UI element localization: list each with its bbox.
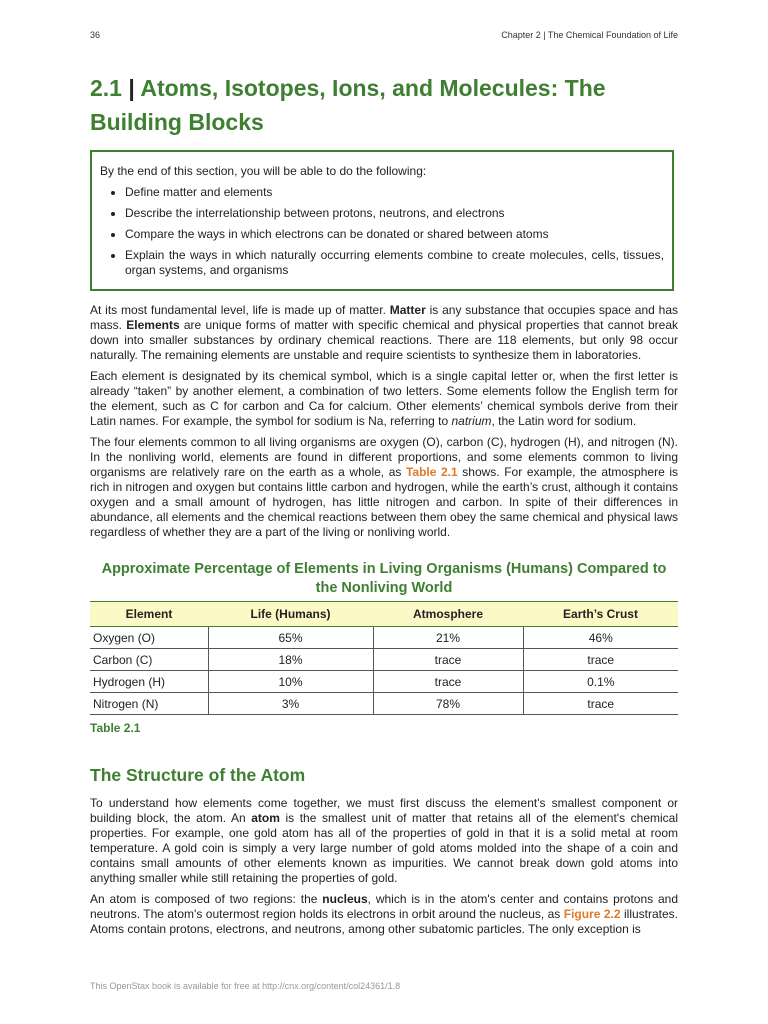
page-footer: This OpenStax book is available for free at http://cnx.org/content/col24361/1.8 (90, 981, 401, 991)
table-cell: 10% (208, 671, 373, 693)
section-title (90, 71, 690, 139)
table-cell: Carbon (C) (90, 649, 208, 671)
table-cell: 78% (373, 693, 523, 715)
table-cell: Hydrogen (H) (90, 671, 208, 693)
paragraph-symbols: Each element is designated by its chemical symbol, which is a single capital letter or, when the first letter is already “taken” by another element, a combination of two letters. Some elements follow the English term for the element, such as C for carbon and Ca for calcium. Other elements’ chemical symbols derive from their Latin names. For example, the symbol for sodium is Na, referring to natrium, the Latin word for sodium. (90, 369, 678, 428)
atom-structure-text (90, 796, 678, 943)
intro-text (90, 303, 678, 546)
page-header (90, 30, 678, 44)
term-atom: atom (251, 811, 280, 825)
column-header: Atmosphere (373, 602, 523, 627)
table-cell: 65% (208, 627, 373, 649)
table-cell: trace (523, 693, 678, 715)
table-2-1-link[interactable]: Table 2.1 (405, 465, 458, 479)
table-cell: 46% (523, 627, 678, 649)
table-cell: Nitrogen (N) (90, 693, 208, 715)
term-matter: Matter (389, 303, 426, 317)
table-header-row (90, 602, 678, 627)
objectives-intro: By the end of this section, you will be able to do the following: (100, 164, 427, 178)
objective-item: • Explain the ways in which naturally occurring elements combine to create molecules, cells, tissues, organ systems, and organisms (125, 248, 664, 278)
objective-item: • Define matter and elements (125, 185, 664, 200)
objective-item: • Describe the interrelationship between protons, neutrons, and electrons (125, 206, 664, 221)
table-row (90, 693, 678, 715)
objective-item: • Compare the ways in which electrons can be donated or shared between atoms (125, 227, 664, 242)
column-header: Earth’s Crust (523, 602, 678, 627)
table-cell: trace (373, 649, 523, 671)
table-cell: Oxygen (O) (90, 627, 208, 649)
objectives-list (100, 185, 664, 278)
column-header: Element (90, 602, 208, 627)
table-cell: 0.1% (523, 671, 678, 693)
paragraph-matter: At its most fundamental level, life is made up of matter. Matter is any substance that occupies space and has mass. Elements are unique forms of matter with specific chemical and physical properties that cannot break down into smaller substances by ordinary chemical reactions. There are 118 elements, but only 98 occur naturally. The remaining elements are unstable and require scientists to synthesize them in laboratories. (90, 303, 679, 362)
figure-2-2-link[interactable]: Figure 2.2 (563, 907, 621, 921)
page-number: 36 (90, 30, 101, 40)
paragraph-atom: To understand how elements come together, we must first discuss the element's smallest component or building block, the atom. An atom is the smallest unit of matter that retains all of the element's chemical properties. For example, one gold atom has all of the properties of gold in that it is a solid metal at room temperature. A gold coin is simply a very large number of gold atoms molded into the shape of a coin and contains small amounts of other elements known as impurities. We cannot break down gold atoms into anything smaller while still retaining the properties of gold. (90, 796, 679, 885)
paragraph-four-elements: The four elements common to all living organisms are oxygen (O), carbon (C), hydrogen (H), and nitrogen (N). In the nonliving world, elements are found in different proportions, and some elements common to living organisms are relatively rare on the earth as a whole, as Table 2.1 shows. For example, the atmosphere is rich in nitrogen and oxygen but contains little carbon and hydrogen, while the earth’s crust, although it contains oxygen and a small amount of hydrogen, has little nitrogen and carbon. In spite of their differences in abundance, all elements and the chemical reactions between them obey the same chemical and physical laws regardless of whether they are a part of the living or nonliving world. (90, 435, 678, 539)
table-cell: 18% (208, 649, 373, 671)
table-cell: trace (373, 671, 523, 693)
table-row (90, 671, 678, 693)
table-cell: trace (523, 649, 678, 671)
table-cell: 21% (373, 627, 523, 649)
learning-objectives-box (90, 150, 674, 291)
term-nucleus: nucleus (322, 892, 368, 906)
chapter-title: Chapter 2 | The Chemical Foundation of Life (501, 30, 678, 40)
term-elements: Elements (126, 318, 180, 332)
column-header: Life (Humans) (208, 602, 373, 627)
atom-structure-heading: The Structure of the Atom (90, 765, 306, 785)
table-caption: Approximate Percentage of Elements in Living Organisms (Humans) Compared to the Nonliving World (101, 561, 667, 596)
elements-table (90, 601, 678, 715)
table-label: Table 2.1 (90, 721, 141, 735)
section-title-text: Atoms, Isotopes, Ions, and Molecules: The Building Blocks (90, 75, 606, 135)
paragraph-nucleus: An atom is composed of two regions: the nucleus, which is in the atom's center and contains protons and neutrons. The atom's outermost region holds its electrons in orbit around the nucleus, as Figure 2.2 illustrates. Atoms contain protons, electrons, and neutrons, among other subatomic particles. The only exception is (90, 892, 678, 936)
table-row (90, 649, 678, 671)
section-number: 2.1 (90, 75, 122, 101)
term-natrium: natrium (451, 414, 492, 428)
section-separator: | (128, 75, 135, 101)
table-cell: 3% (208, 693, 373, 715)
table-row (90, 627, 678, 649)
